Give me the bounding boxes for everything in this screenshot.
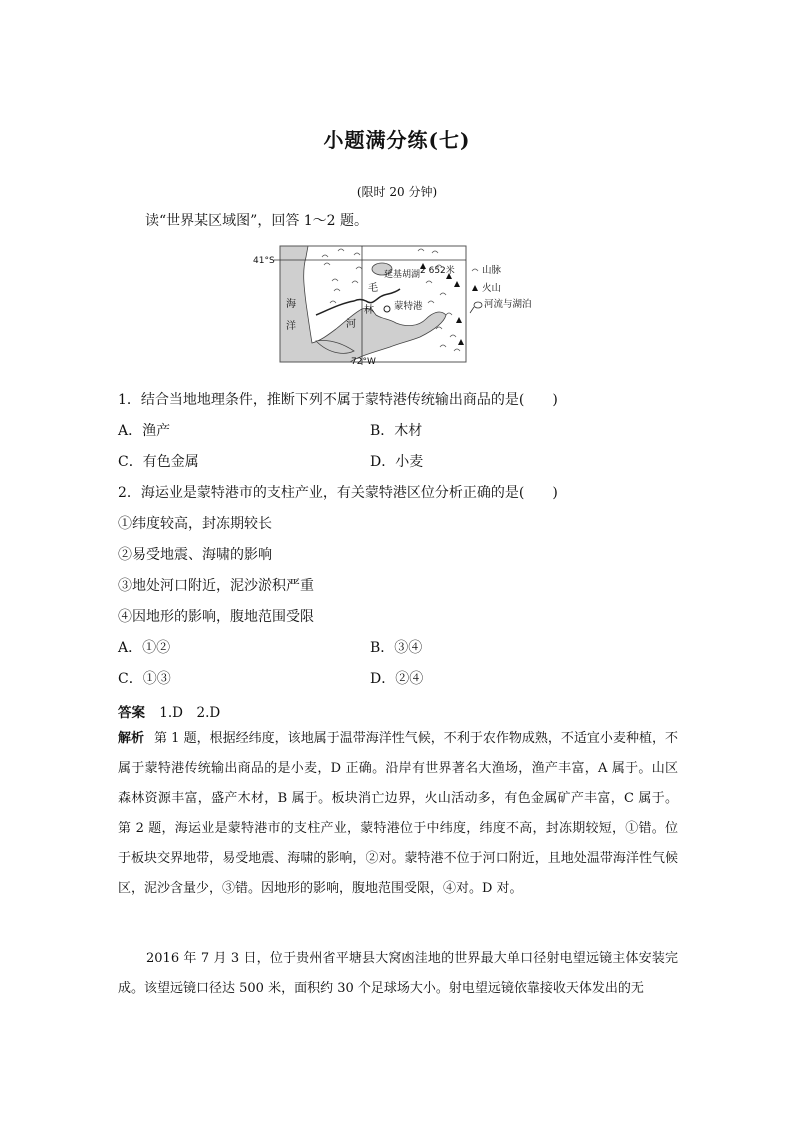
- river-label-3: 河: [346, 319, 356, 330]
- answer-line: [118, 701, 220, 721]
- answer-text: 1.D 2.D: [159, 705, 221, 721]
- explanation-text: 第 1 题，根据经纬度，该地属于温带海洋性气候，不利于农作物成熟，不适宜小麦种植，不属于蒙特港传统输出商品的是小麦，D 正确。沿岸有世界著名大渔场，渔产丰富，A 属于。山区森林资源丰富，盛产木材，B 属于。板块消亡边界，火山活动多，有色金属矿产丰富，C 属于。第 2 题，海运业是蒙特港市的支柱产业，蒙特港位于中纬度，纬度不高，封冻期较短，①错。位于板块交界地带，易受地震、海啸的影响，②对。蒙特港不位于河口附近，且地处温带海洋性气候区，泥沙含量少，③错。因地形的影响，腹地范围受限，④对。D 对。: [118, 731, 678, 896]
- longitude-label: 72°W: [351, 357, 376, 365]
- legend-volcano-label: 火山: [482, 283, 502, 294]
- next-passage: 2016 年 7 月 3 日，位于贵州省平塘县大窝凼洼地的世界最大单口径射电望远镜主体安装完成。该望远镜口径达 500 米，面积约 30 个足球场大小。射电望远镜依靠接收天体发出的无: [118, 951, 678, 996]
- answer-label: 答案: [118, 705, 145, 721]
- question-2-statement-4: ④因地形的影响，腹地范围受限: [118, 609, 314, 625]
- explanation-block: [118, 724, 678, 904]
- question-2-option-a: A．①②: [118, 640, 171, 656]
- legend-mountain-label: 山脉: [482, 265, 502, 276]
- question-2-option-c: C．①③: [118, 671, 171, 687]
- legend-river-lake-label: 河流与湖泊: [484, 299, 532, 310]
- question-2-statement-2: ②易受地震、海啸的影响: [118, 547, 272, 563]
- elevation-label: 2 652米: [420, 266, 455, 276]
- question-1-option-d: D．小麦: [370, 454, 424, 470]
- question-2-option-b: B．③④: [370, 640, 423, 656]
- question-intro: 读“世界某区域图”，回答 1～2 题。: [145, 213, 369, 229]
- port-marker: [384, 306, 390, 312]
- sea-label-2: 洋: [286, 321, 296, 332]
- question-1-stem: 1．结合当地地理条件，推断下列不属于蒙特港传统输出商品的是( ): [118, 392, 558, 408]
- river-label-2: 林: [364, 305, 374, 316]
- page-title: 小题满分练(七): [323, 128, 471, 152]
- mountain-legend-icon: [472, 269, 478, 271]
- port-label: 蒙特港: [394, 301, 423, 312]
- river-lake-legend-icon: [470, 302, 482, 313]
- question-1-option-b: B．木材: [370, 423, 423, 439]
- question-2-statement-3: ③地处河口附近，泥沙淤积严重: [118, 578, 314, 594]
- river-label-1: 毛: [368, 283, 378, 294]
- question-1-option-a: A．渔产: [118, 423, 171, 439]
- question-2-option-d: D．②④: [370, 671, 424, 687]
- time-limit: (限时 20 分钟): [356, 185, 438, 199]
- question-2-statement-1: ①纬度较高，封冻期较长: [118, 516, 272, 532]
- question-1-option-c: C．有色金属: [118, 454, 199, 470]
- volcano-legend-icon: [472, 285, 478, 291]
- question-2-stem: 2．海运业是蒙特港市的支柱产业，有关蒙特港区位分析正确的是( ): [118, 485, 558, 501]
- lake-label: 延基胡湖: [384, 270, 421, 280]
- sea-label-1: 海: [286, 299, 296, 310]
- latitude-label: 41°S: [253, 256, 275, 266]
- region-map: [250, 243, 550, 365]
- explanation-label: 解析: [118, 731, 145, 746]
